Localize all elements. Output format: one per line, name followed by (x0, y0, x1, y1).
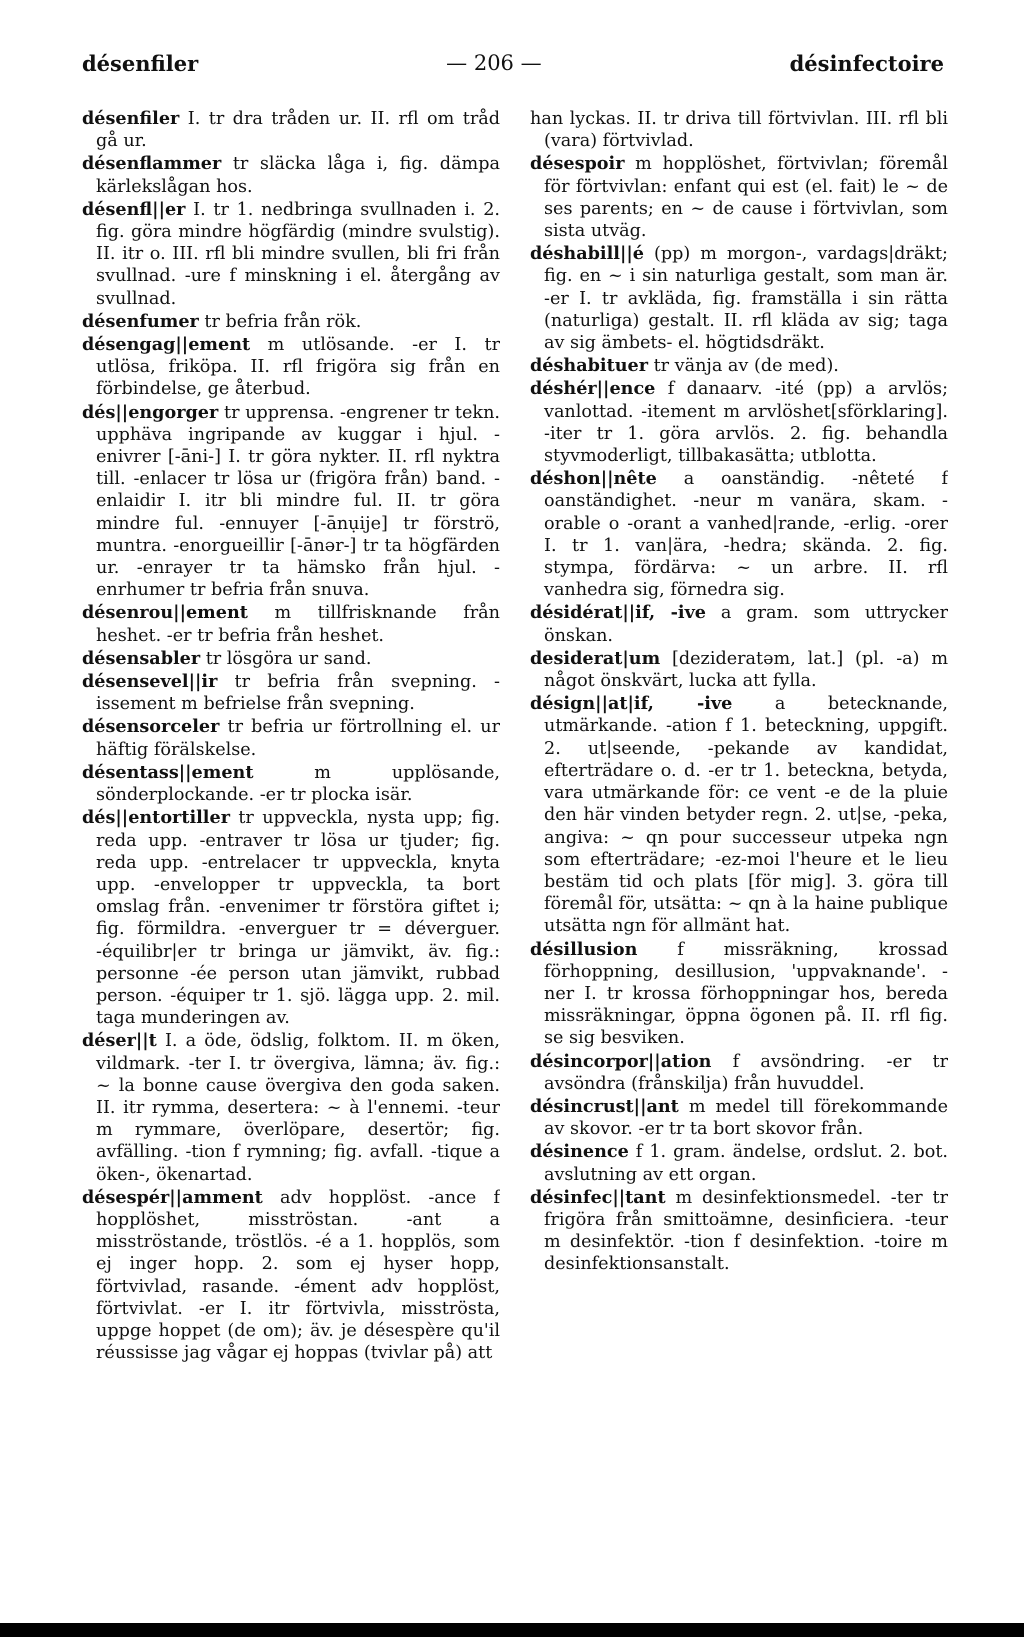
entry-headword: désespér||amment (82, 1186, 263, 1208)
entry-headword: déser||t (82, 1030, 157, 1052)
dictionary-entry (530, 355, 948, 377)
entry-headword: désengag||ement (82, 334, 251, 356)
dictionary-entry (530, 648, 948, 692)
entry-definition: a betecknande, utmärkande. -ation f 1. beteckning, uppgift. 2. ut|seende, -pekande av kandidat, efterträdare o. d. -er tr 1. beteckna, betyda, vara utmärkande för: ce vent -e de la pluie den här vinden betyder regn. 2. ut|se, -peka, angiva: ~ qn pour successeur utpeka ngn som efterträdare; -ez-moi l'heure et le lieu bestäm tid och plats [för mig]. 3. göra till föremål för, utsätta: ~ qn à la haine publique utsätta ngn för allmänt hat. (544, 694, 948, 937)
entry-definition: a gram. som uttrycker önskan. (544, 603, 948, 646)
dictionary-entry (530, 1187, 948, 1276)
entry-headword: désenflammer (82, 153, 222, 175)
dictionary-entry (82, 402, 500, 602)
entry-definition: a oanständig. -nêteté f oanständighet. -neur m vanära, skam. -orable o -orant a vanhed|rande, -erlig. -orer I. tr 1. van|ära, -hedra; skända. 2. fig. stympa, fördärva: ~ un arbre. II. rfl vanhedra sig, förnedra sig. (544, 469, 948, 601)
entry-headword: désenfumer (82, 310, 199, 332)
entry-definition: tr släcka låga i, fig. dämpa kärlekslågan hos. (96, 154, 500, 197)
entry-headword: déshabill||é (530, 243, 644, 265)
entry-headword: déshon||nête (530, 468, 657, 490)
dictionary-entry (530, 108, 948, 152)
entry-definition: han lyckas. II. tr driva till förtvivlan. III. rfl bli (vara) förtvivlad. (530, 109, 948, 152)
entry-definition: tr lösgöra ur sand. (205, 648, 372, 669)
entry-headword: dés||entortiller (82, 807, 230, 829)
dictionary-entry (82, 199, 500, 310)
dictionary-entry (530, 1141, 948, 1185)
entry-definition: tr vänja av (de med). (653, 356, 839, 377)
dictionary-entry (530, 378, 948, 467)
entry-definition: m tillfrisknande från heshet. -er tr befria från heshet. (96, 603, 500, 646)
dictionary-entry (530, 468, 948, 601)
entry-definition: tr befria ur förtrollning el. ur häftig förälskelse. (96, 717, 500, 760)
dictionary-entry (82, 716, 500, 760)
scan-bottom-border (0, 1623, 1024, 1637)
dictionary-entry (82, 334, 500, 401)
entry-definition: (pp) m morgon-, vardags|dräkt; fig. en ~ i sin naturliga gestalt, som man är. -er I. tr avkläda, fig. framställa i sin rätta (naturliga) gestalt. II. rfl kläda av sig; taga av sig ämbets- el. högtidsdräkt. (544, 244, 948, 354)
entry-headword: désincorpor||ation (530, 1050, 712, 1072)
entry-definition: tr befria från rök. (204, 311, 362, 332)
right-column (530, 108, 948, 1520)
page-number: — 206 — (446, 51, 542, 75)
entry-headword: déshabituer (530, 355, 648, 377)
entry-definition: m utlösande. -er I. tr utlösa, friköpa. II. rfl frigöra sig från en förbindelse, ge återbud. (96, 335, 500, 400)
dictionary-entry (82, 648, 500, 670)
page-header (82, 48, 944, 78)
entry-definition: m medel till förekommande av skovor. -er tr ta bort skovor från. (544, 1096, 948, 1140)
dictionary-entry (82, 108, 500, 152)
entry-definition: f missräkning, krossad förhoppning, desillusion, 'uppvaknande'. -ner I. tr krossa förhoppningar hos, bereda missräkningar, öppna ögonen på. II. rfl fig. se sig besviken. (544, 939, 948, 1049)
dictionary-entry (82, 602, 500, 646)
entry-headword: désenfl||er (82, 198, 186, 220)
entry-definition: I. tr dra tråden ur. II. rfl om tråd gå ur. (96, 109, 500, 152)
entry-headword: désensevel||ir (82, 671, 218, 693)
dictionary-entry (82, 1187, 500, 1365)
dictionary-entry (530, 1096, 948, 1140)
dictionary-entry (530, 602, 948, 646)
header-right-guideword: désinfectoire (789, 50, 944, 76)
dictionary-entry (530, 693, 948, 937)
entry-headword: désenfiler (82, 108, 180, 129)
left-column (82, 108, 500, 1520)
header-left-guideword: désenfiler (82, 50, 199, 76)
dictionary-entry (530, 153, 948, 242)
dictionary-entry (530, 1051, 948, 1095)
entry-headword: désidérat||if, -ive (530, 602, 707, 624)
entry-definition: tr uppveckla, nysta upp; fig. reda upp. -entraver tr lösa ur tjuder; fig. reda upp. -entrelacer tr uppveckla, knyta upp. -envelopper tr uppveckla, ta bort omslag från. -envenimer tr förstöra giftet i; fig. förmildra. -enverguer tr = déverguer. -équilibr|er tr bringa ur jämvikt, äv. fig.: personne -ée person utan jämvikt, rubbad person. -équiper tr 1. sjö. lägga upp. 2. mil. taga munderingen av. (96, 808, 500, 1029)
entry-definition: I. a öde, ödslig, folktom. II. m öken, vildmark. -ter I. tr övergiva, lämna; äv. fig.: ~ la bonne cause övergiva den goda saken. II. itr rymma, desertera: ~ à l'ennemi. -teur m rymmare, överlöpare, desertör; fig. avfälling. -tion f rymning; fig. avfall. -tique a öken-, ökenartad. (96, 1031, 500, 1185)
entry-definition: adv hopplöst. -ance f hopplöshet, misströstan. -ant a misströstande, tröstlös. -é a 1. hopplös, som ej inger hopp. 2. som ej hyser hopp, förtvivlad, rasande. -ément adv hopplöst, förtvivlat. -er I. itr förtvivla, misströsta, uppge hoppet (de om); äv. je désespère qu'il réussisse jag vågar ej hoppas (tvivlar på) att (96, 1187, 500, 1364)
entry-definition: I. tr 1. nedbringa svullnaden i. 2. fig. göra mindre högfärdig (mindre svulstig). II. itr o. III. rfl bli mindre svullen, bli fri från svullnad. -ure f minskning i el. återgång av svullnad. (96, 199, 500, 309)
entry-definition: tr upprensa. -engrener tr tekn. upphäva ingripande av kuggar i hjul. -enivrer [-āni-] I. tr göra nykter. II. rfl nyktra till. -enlacer tr lösa ur (frigöra från) band. -enlaidir I. itr bli mindre ful. II. tr göra mindre ful. -ennuyer [-ānụije] tr förströ, muntra. -enorgueillir [-ānər-] tr ta högfärden ur. -enrayer tr ta hämsko från hjul. -enrhumer tr befria från snuva. (96, 402, 500, 601)
dictionary-entry (82, 762, 500, 806)
entry-headword: dés||engorger (82, 401, 219, 423)
entry-headword: désensorceler (82, 716, 220, 738)
entry-definition: m upplösande, sönderplockande. -er tr plocka isär. (96, 762, 500, 806)
dictionary-entry (82, 153, 500, 197)
entry-definition: m desinfektionsmedel. -ter tr frigöra från smittoämne, desinficiera. -teur m desinfektör. -tion f desinfektion. -toire m desinfektionsanstalt. (544, 1187, 948, 1275)
entry-headword: désinfec||tant (530, 1186, 666, 1208)
entry-definition: m hopplöshet, förtvivlan; föremål för förtvivlan: enfant qui est (el. fait) le ~ de ses parents; en ~ de cause i förtvivlan, som sista utväg. (544, 154, 948, 242)
dictionary-entry (82, 311, 500, 333)
entry-headword: désinence (530, 1141, 629, 1163)
entry-headword: désincrust||ant (530, 1095, 679, 1117)
entry-headword: désentass||ement (82, 761, 254, 783)
dictionary-entry (82, 807, 500, 1029)
entry-definition: tr befria från svepning. -issement m befrielse från svepning. (96, 672, 500, 715)
entry-headword: désign||at|if, -ive (530, 693, 733, 715)
dictionary-entry (530, 243, 948, 354)
entry-definition: f avsöndring. -er tr avsöndra (frånskilja) från huvuddel. (544, 1051, 948, 1094)
entry-definition: [dezideratəm, lat.] (pl. -a) m något önskvärt, lucka att fylla. (544, 648, 948, 692)
entry-headword: désensabler (82, 647, 201, 669)
dictionary-entry (82, 671, 500, 715)
entry-definition: f 1. gram. ändelse, ordslut. 2. bot. avslutning av ett organ. (544, 1142, 948, 1185)
entry-headword: desiderat|um (530, 647, 661, 669)
entry-definition: f danaarv. -ité (pp) a arvlös; vanlottad. -itement m arvlöshet[sförklaring]. -iter tr 1. göra arvlös. 2. fig. behandla styvmoderligt, tillbakasätta; utblotta. (544, 379, 948, 467)
entry-headword: désenrou||ement (82, 602, 248, 624)
entry-headword: désillusion (530, 938, 638, 960)
entry-headword: déshér||ence (530, 378, 656, 400)
dictionary-entry (530, 939, 948, 1050)
entry-headword: désespoir (530, 153, 625, 175)
dictionary-entry (82, 1030, 500, 1185)
